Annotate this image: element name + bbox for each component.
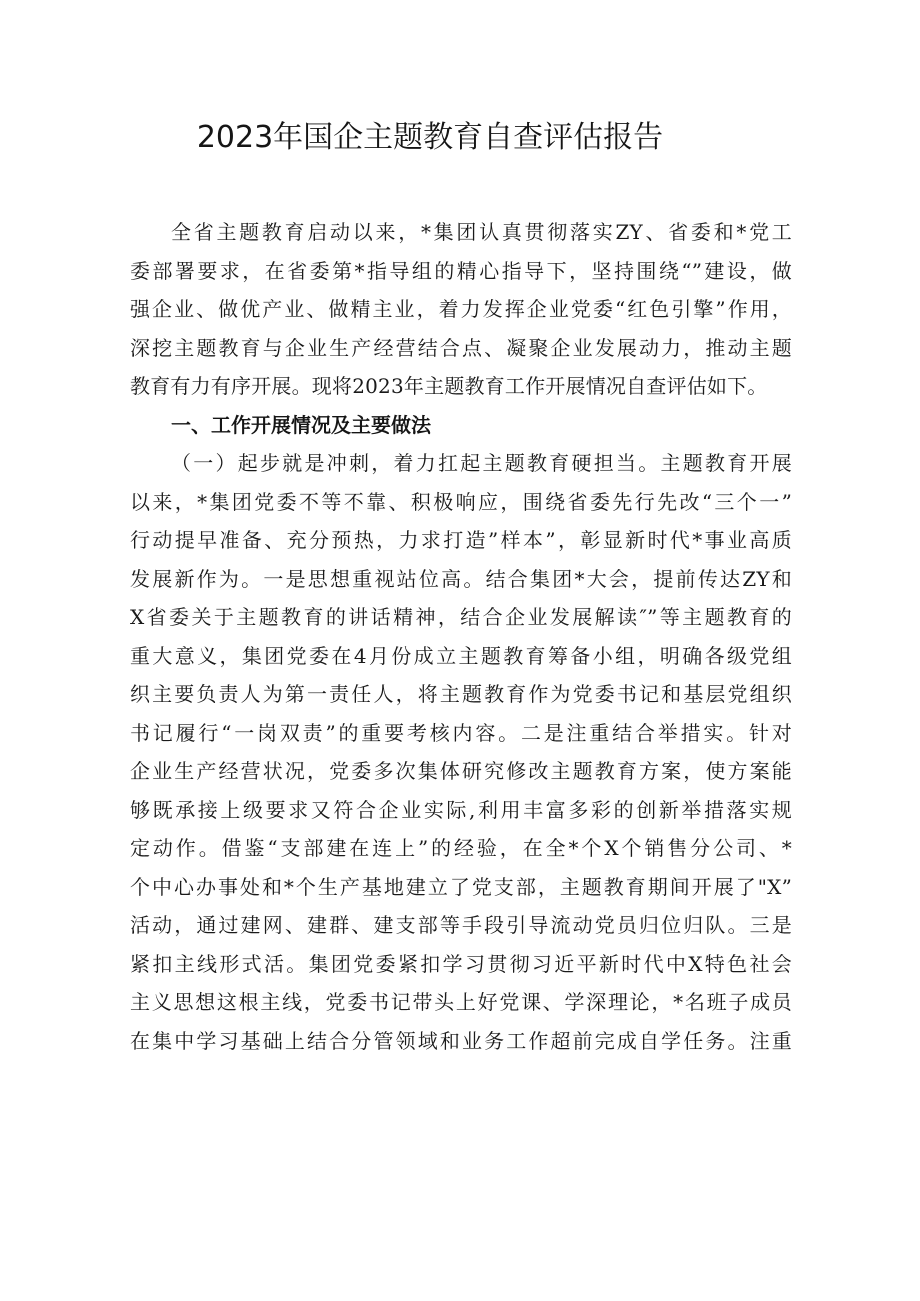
paragraph-line: X省委关于主题教育的讲话精神，结合企业发展解读″”等主题教育的	[130, 605, 792, 629]
paragraph-line: 委部署要求，在省委第*指导组的精心指导下，坚持围绕“”建设，做	[130, 258, 792, 283]
paragraph-line: 重大意义，集团党委在4月份成立主题教育筹备小组，明确各级党组	[130, 643, 792, 668]
paragraph-line: 行动提早准备、充分预热，力求打造”样本”，彰显新时代*事业高质	[130, 528, 792, 552]
paragraph-line: 活动，通过建网、建群、建支部等手段引导流动党员归位归队。三是	[130, 913, 792, 937]
paragraph-line: 够既承接上级要求又符合企业实际,利用丰富多彩的创新举措落实规	[130, 797, 792, 822]
paragraph-line: 发展新作为。一是思想重视站位高。结合集团*大会，提前传达ZY和	[130, 566, 792, 591]
paragraph-line: 在集中学习基础上结合分管领域和业务工作超前完成自学任务。注重	[130, 1028, 792, 1053]
paragraph-line: 以来，*集团党委不等不靠、积极响应，围绕省委先行先改“三个一”	[130, 489, 792, 514]
paragraph-line: 书记履行“一岗双责”的重要考核内容。二是注重结合举措实。针对	[130, 720, 792, 745]
paragraph-line: 紧扣主线形式活。集团党委紧扣学习贯彻习近平新时代中X特色社会	[130, 951, 792, 976]
section-heading: 一、工作开展情况及主要做法	[171, 412, 431, 437]
paragraph-line: 企业生产经营状况，党委多次集体研究修改主题教育方案，使方案能	[130, 759, 792, 783]
paragraph-line: 主义思想这根主线，党委书记带头上好党课、学深理论，*名班子成员	[130, 990, 792, 1014]
paragraph-line: 强企业、做优产业、做精主业，着力发挥企业党委“红色引擎”作用，	[130, 297, 792, 321]
paragraph-line: 织主要负责人为第一责任人，将主题教育作为党委书记和基层党组织	[130, 682, 792, 706]
paragraph-line: 个中心办事处和*个生产基地建立了党支部，主题教育期间开展了"X”	[130, 874, 792, 899]
document-body	[130, 213, 792, 1060]
paragraph-line: 全省主题教育启动以来，*集团认真贯彻落实ZY、省委和*党工	[171, 220, 792, 244]
document-title: 2023年国企主题教育自查评估报告	[196, 120, 664, 155]
paragraph-line: 定动作。借鉴“支部建在连上”的经验，在全*个X个销售分公司、*	[130, 836, 792, 860]
paragraph-line: 深挖主题教育与企业生产经营结合点、凝聚企业发展动力，推动主题	[130, 335, 792, 360]
paragraph-line: 教育有力有序开展。现将2023年主题教育工作开展情况自查评估如下。	[130, 374, 768, 398]
paragraph-line: （一）起步就是冲刺，着力扛起主题教育硬担当。主题教育开展	[171, 451, 792, 475]
